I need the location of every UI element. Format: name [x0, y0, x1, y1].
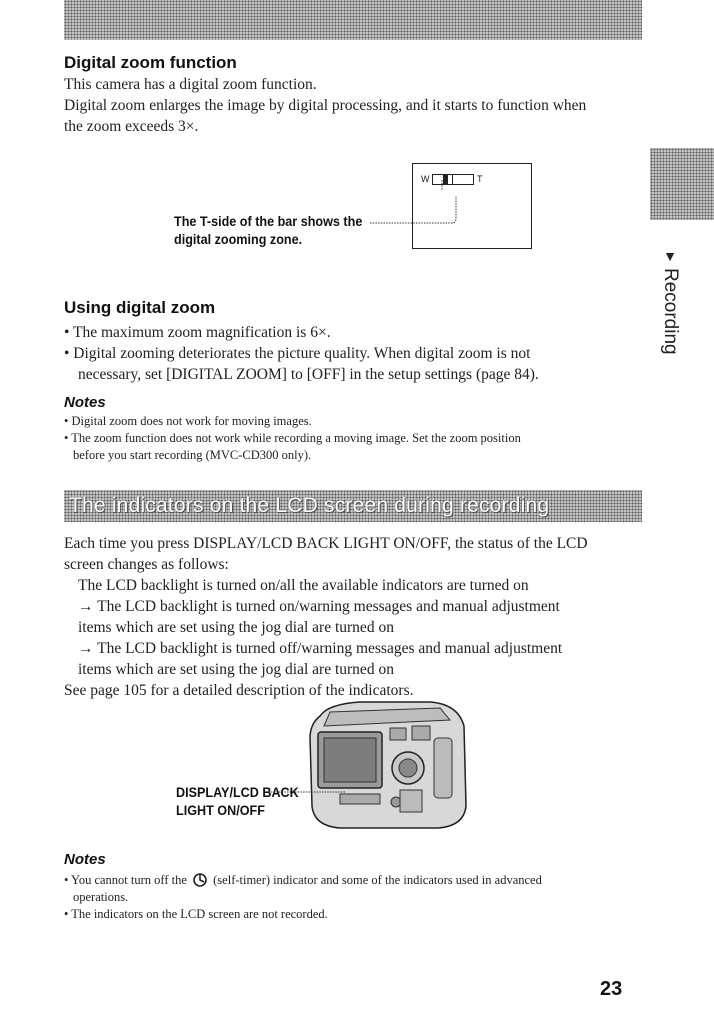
body-line: screen changes as follows: — [64, 556, 229, 573]
zoom-t-label: T — [477, 174, 483, 184]
note-item: • The indicators on the LCD screen are not recorded. — [64, 907, 328, 921]
body-line: See page 105 for a detailed description of the indicators. — [64, 682, 414, 699]
page-number: 23 — [600, 978, 623, 1000]
notes-heading: Notes — [64, 851, 106, 868]
section1-body — [64, 74, 654, 137]
self-timer-icon — [193, 873, 207, 887]
section1-line: Digital zoom enlarges the image by digital processing, and it starts to function when — [64, 97, 587, 114]
body-line: → The LCD backlight is turned on/warning messages and manual adjustment — [78, 598, 560, 615]
arrow-icon: → — [78, 640, 94, 657]
camera-button-label — [176, 783, 299, 819]
note-item: • You cannot turn off the (self-timer) indicator and some of the indicators used in advanced — [64, 873, 542, 887]
section-banner — [64, 490, 642, 522]
section2-body — [64, 322, 654, 385]
section3-body — [64, 533, 654, 701]
note-item: • Digital zoom does not work for moving images. — [64, 414, 312, 428]
section1-line: This camera has a digital zoom function. — [64, 76, 317, 93]
arrow-icon: → — [78, 598, 94, 615]
body-line: Each time you press DISPLAY/LCD BACK LIGHT ON/OFF, the status of the LCD — [64, 535, 588, 552]
camera-label-line: DISPLAY/LCD BACK — [176, 784, 299, 800]
body-line: items which are set using the jog dial are turned on — [78, 619, 394, 636]
zoom-pointer-line — [370, 180, 460, 232]
body-line: The LCD backlight is turned on/all the available indicators are turned on — [78, 577, 529, 594]
body-line: → The LCD backlight is turned off/warning messages and manual adjustment — [78, 640, 563, 657]
zoom-caption — [174, 212, 362, 248]
camera-illustration — [300, 698, 472, 832]
note-item-continued: operations. — [73, 890, 129, 904]
chapter-tab — [650, 148, 714, 220]
banner-title: The indicators on the LCD screen during recording — [69, 494, 550, 517]
note-item-continued: before you start recording (MVC-CD300 only). — [73, 448, 312, 462]
chapter-marker-icon: ▼ — [662, 248, 678, 264]
camera-label-line: LIGHT ON/OFF — [176, 802, 265, 818]
notes-heading: Notes — [64, 394, 106, 411]
zoom-w-label: W — [421, 174, 430, 184]
zoom-caption-line: The T-side of the bar shows the — [174, 213, 363, 229]
notes1-list — [64, 413, 654, 464]
header-band — [64, 0, 642, 40]
bullet-item: • Digital zooming deteriorates the picture quality. When digital zoom is not — [64, 345, 531, 362]
section1-line: the zoom exceeds 3×. — [64, 118, 199, 135]
note-item: • The zoom function does not work while recording a moving image. Set the zoom position — [64, 431, 521, 445]
body-line: items which are set using the jog dial are turned on — [78, 661, 394, 678]
bullet-item: • The maximum zoom magnification is 6×. — [64, 324, 331, 341]
chapter-label-text: Recording — [660, 268, 681, 355]
zoom-caption-line: digital zooming zone. — [174, 231, 303, 247]
using-digital-zoom-heading: Using digital zoom — [64, 298, 216, 317]
notes2-list — [64, 872, 654, 923]
digital-zoom-heading: Digital zoom function — [64, 53, 237, 72]
chapter-label — [652, 248, 688, 358]
bullet-item-continued: necessary, set [DIGITAL ZOOM] to [OFF] in the setup settings (page 84). — [78, 366, 539, 383]
